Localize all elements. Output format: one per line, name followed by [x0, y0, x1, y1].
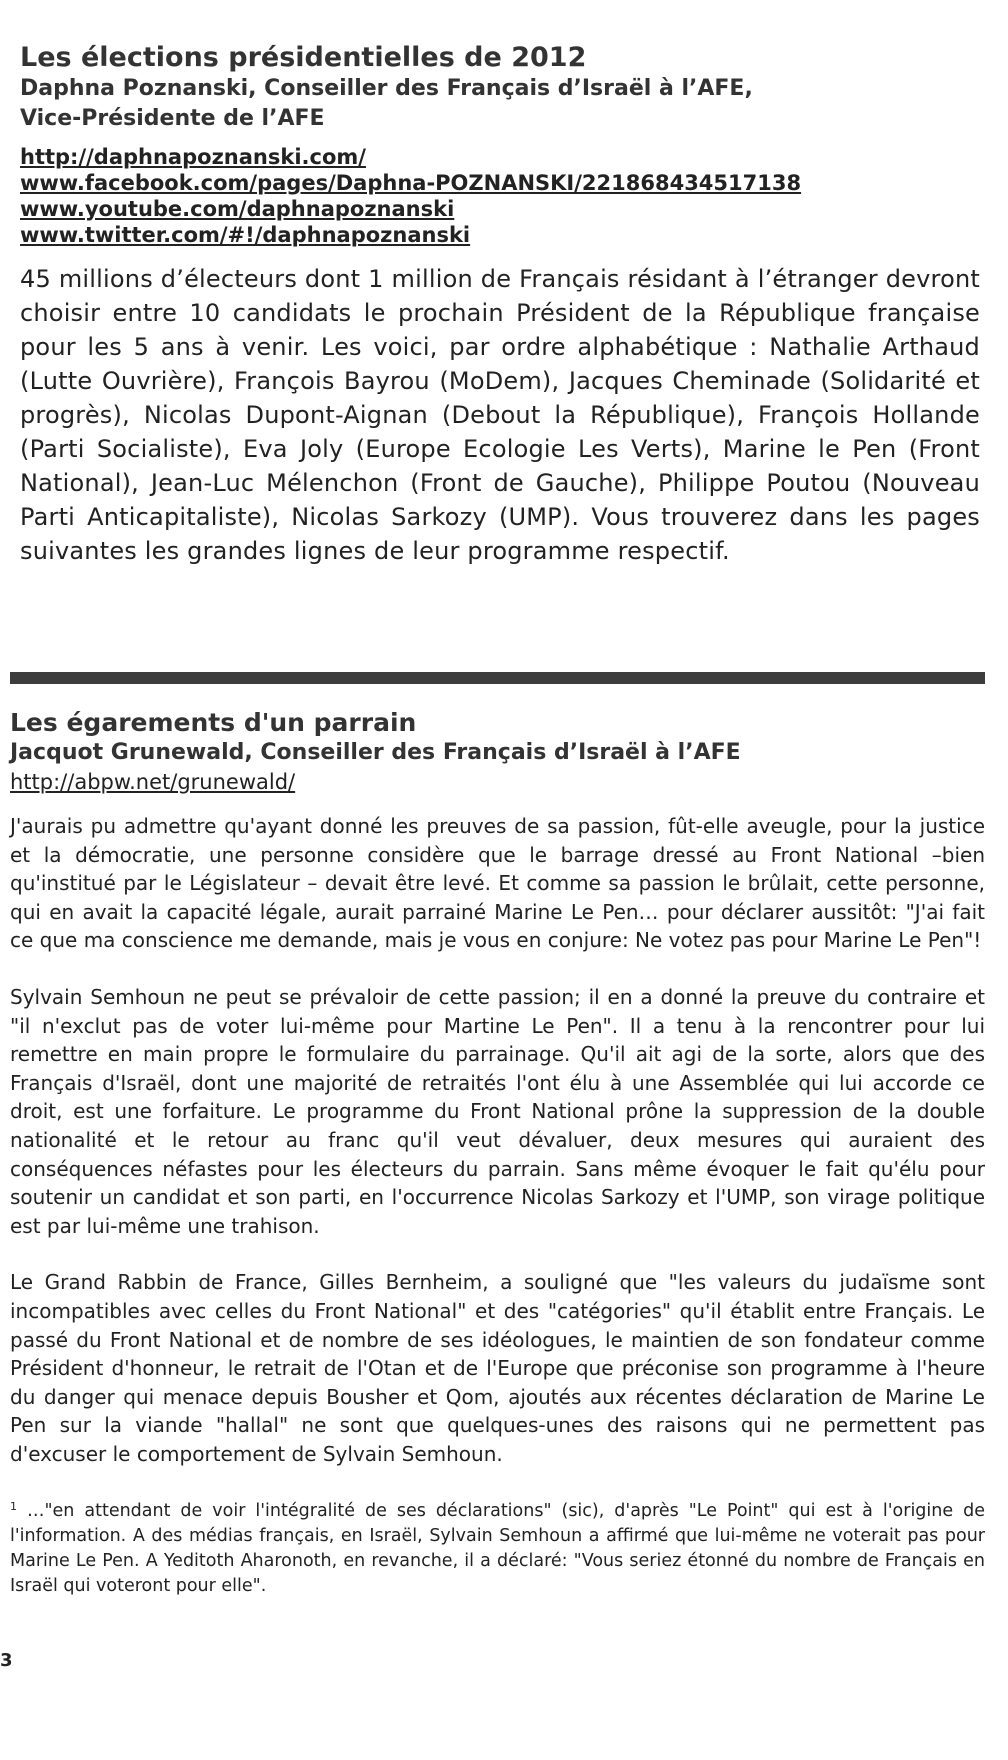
section-divider — [10, 672, 985, 684]
footnote — [10, 1494, 985, 1599]
author-website-link[interactable]: http://abpw.net/grunewald/ — [10, 770, 296, 794]
twitter-link[interactable]: www.twitter.com/#!/daphnapoznanski — [20, 223, 471, 247]
article-egarements-parrain — [10, 708, 985, 1599]
author-line: Jacquot Grunewald, Conseiller des Français d’Israël à l’AFE — [10, 740, 741, 765]
article-elections-2012 — [20, 42, 980, 592]
facebook-link[interactable]: www.facebook.com/pages/Daphna-POZNANSKI/221868434517138 — [20, 171, 802, 195]
website-link[interactable]: http://daphnapoznanski.com/ — [20, 145, 366, 169]
page-edge-mark: 3 — [0, 1650, 13, 1671]
author-role: Vice-Présidente de l’AFE — [20, 106, 325, 131]
article-body: 45 millions d’électeurs dont 1 million de Français résidant à l’étranger devront choisir entre 10 candidats le prochain Président de la République française pour les 5 ans à venir. Les voici, par ordre alphabétique : Nathalie Arthaud (Lutte Ouvrière), François Bayrou (MoDem), Jacques Cheminade (Solidarité et progrès), Nicolas Dupont-Aignan (Debout la République), François Hollande (Parti Socialiste), Eva Joly (Europe Ecologie Les Verts), Marine le Pen (Front National), Jean-Luc Mélenchon (Front de Gauche), Philippe Poutou (Nouveau Parti Anticapitaliste), Nicolas Sarkozy (UMP). Vous trouverez dans les pages suivantes les grandes lignes de leur programme respectif. — [20, 265, 980, 565]
youtube-link[interactable]: www.youtube.com/daphnapoznanski — [20, 197, 455, 221]
paragraph: Sylvain Semhoun ne peut se prévaloir de cette passion; il en a donné la preuve du contraire et "il n'exclut pas de voter lui-même pour Martine Le Pen". Il a tenu à la rencontrer pour lui remettre en main propre le formulaire du parrainage. Qu'il ait agi de la sorte, alors que des Français d'Israël, dont une majorité de retraités l'ont élu à une Assemblée qui lui accorde ce droit, est une forfaiture. Le programme du Front National prône la suppression de la double nationalité et le retour au franc qu'il veut dévaluer, deux mesures qui auraient des conséquences néfastes pour les électeurs du parrain. Sans même évoquer le fait qu'élu pour soutenir un candidat et son parti, en l'occurrence Nicolas Sarkozy et l'UMP, son virage politique est par lui-même une trahison. — [10, 984, 985, 1238]
article-title: Les élections présidentielles de 2012 — [20, 42, 587, 73]
author-links — [20, 144, 980, 248]
footnote-text: …"en attendant de voir l'intégralité de ses déclarations" (sic), d'après "Le Point" qui est à l'origine de l'information. A des médias français, en Israël, Sylvain Semhoun a affirmé que lui-même ne voterait pas pour Marine Le Pen. A Yeditoth Aharonoth, en revanche, il a déclaré: "Vous seriez étonné du nombre de Français en Israël qui voteront pour elle". — [10, 1501, 985, 1597]
footnote-number: 1 — [10, 1500, 17, 1514]
article-title: Les égarements d'un parrain — [10, 708, 417, 737]
author-line: Daphna Poznanski, Conseiller des Français d’Israël à l’AFE, — [20, 76, 753, 101]
paragraph: Le Grand Rabbin de France, Gilles Bernheim, a souligné que "les valeurs du judaïsme sont incompatibles avec celles du Front National" et des "catégories" qu'il établit entre Français. Le passé du Front National et de nombre de ses idéologues, le maintien de son fondateur comme Président d'honneur, le retrait de l'Otan et de l'Europe que préconise son programme à l'heure du danger qui menace depuis Bousher et Qom, ajoutés aux récentes déclaration de Marine Le Pen sur la viande "hallal" ne sont que quelques-unes des raisons qui ne permettent pas d'excuser le comportement de Sylvain Semhoun. — [10, 1270, 985, 1466]
paragraph: J'aurais pu admettre qu'ayant donné les preuves de sa passion, fût-elle aveugle, pour la justice et la démocratie, une personne considère que le barrage dressé au Front National –bien qu'institué par le Législateur – devait être levé. Et comme sa passion le brûlait, cette personne, qui en avait la capacité légale, aurait parrainé Marine Le Pen… pour déclarer aussitôt: "J'ai fait ce que ma conscience me demande, mais je vous en conjure: Ne votez pas pour Marine Le Pen"! — [10, 814, 985, 953]
